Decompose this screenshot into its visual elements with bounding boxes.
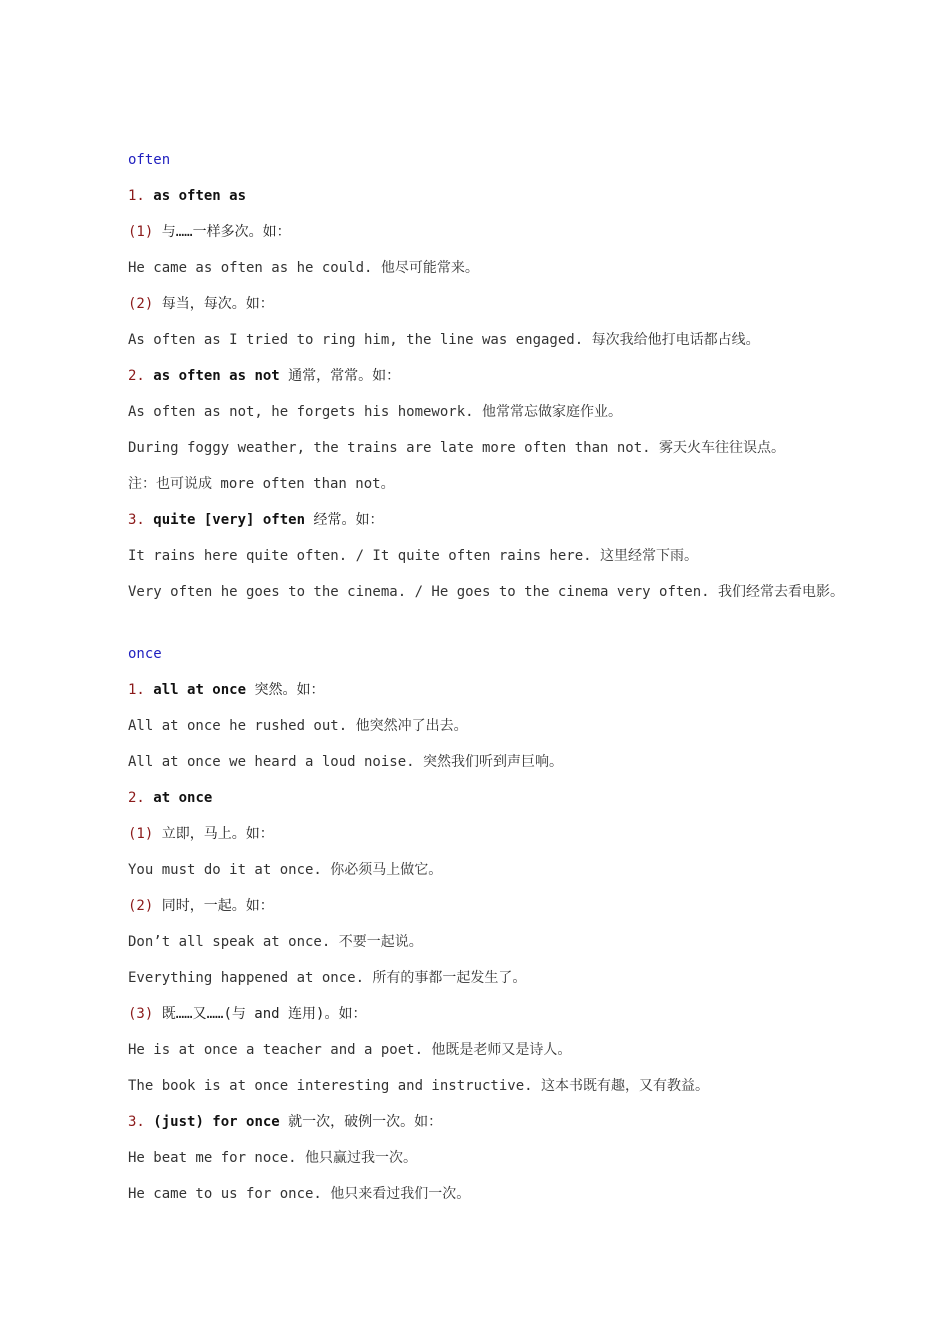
sense-number: 3. [128, 512, 145, 528]
entry-heading-often: often [128, 152, 171, 168]
section-gap [128, 618, 918, 644]
example-sentence: As often as not, he forgets his homework. 他常常忘做家庭作业。 [128, 404, 623, 420]
subsense-text: 与……一样多次。如： [161, 224, 291, 240]
example-sentence: Very often he goes to the cinema. / He goes to the cinema very often. 我们经常去看电影。 [128, 584, 845, 600]
usage-note: 注：也可说成 more often than not。 [128, 476, 395, 492]
subsense-1-2 [128, 294, 918, 314]
subsense-text: 每当，每次。如： [161, 296, 274, 312]
example-sentence: All at once he rushed out. 他突然冲了出去。 [128, 718, 468, 734]
sense-1 [128, 680, 918, 700]
subsense-number: (1) [128, 224, 154, 240]
sense-2 [128, 366, 918, 386]
example-sentence: Don’t all speak at once. 不要一起说。 [128, 934, 423, 950]
subsense-2-2 [128, 896, 918, 916]
sense-3 [128, 510, 918, 530]
example-sentence: He beat me for noce. 他只赢过我一次。 [128, 1150, 418, 1166]
example-sentence: He came to us for once. 他只来看过我们一次。 [128, 1186, 471, 1202]
sense-2 [128, 788, 918, 808]
sense-3 [128, 1112, 918, 1132]
sense-text: 通常，常常。如： [288, 368, 401, 384]
sense-number: 1. [128, 188, 145, 204]
example-sentence: You must do it at once. 你必须马上做它。 [128, 862, 443, 878]
sense-number: 2. [128, 368, 145, 384]
sense-term: as often as [153, 188, 247, 204]
subsense-text: 既……又……(与 and 连用)。如： [161, 1006, 367, 1022]
example-sentence: The book is at once interesting and instructive. 这本书既有趣，又有教益。 [128, 1078, 710, 1094]
sense-1 [128, 186, 918, 206]
sense-text: 经常。如： [313, 512, 384, 528]
example-sentence: During foggy weather, the trains are late more often than not. 雾天火车往往误点。 [128, 440, 786, 456]
example-sentence: He is at once a teacher and a poet. 他既是老师又是诗人。 [128, 1042, 572, 1058]
sense-text: 突然。如： [254, 682, 325, 698]
sense-text: 就一次，破例一次。如： [288, 1114, 443, 1130]
subsense-number: (1) [128, 826, 154, 842]
example-sentence: Everything happened at once. 所有的事都一起发生了。 [128, 970, 527, 986]
subsense-number: (3) [128, 1006, 154, 1022]
example-sentence: As often as I tried to ring him, the line was engaged. 每次我给他打电话都占线。 [128, 332, 760, 348]
subsense-text: 同时，一起。如： [161, 898, 274, 914]
entry-heading-once: once [128, 646, 162, 662]
subsense-2-3 [128, 1004, 918, 1024]
example-sentence: All at once we heard a loud noise. 突然我们听到声巨响。 [128, 754, 564, 770]
sense-number: 1. [128, 682, 145, 698]
example-sentence: It rains here quite often. / It quite often rains here. 这里经常下雨。 [128, 548, 699, 564]
example-sentence: He came as often as he could. 他尽可能常来。 [128, 260, 479, 276]
sense-term: (just) for once [153, 1114, 280, 1130]
sense-term: quite [very] often [153, 512, 306, 528]
subsense-text: 立即，马上。如： [161, 826, 274, 842]
subsense-2-1 [128, 824, 918, 844]
subsense-1-1 [128, 222, 918, 242]
sense-number: 3. [128, 1114, 145, 1130]
document-page [128, 150, 918, 1220]
subsense-number: (2) [128, 898, 154, 914]
sense-number: 2. [128, 790, 145, 806]
sense-term: all at once [153, 682, 247, 698]
sense-term: as often as not [153, 368, 280, 384]
sense-term: at once [153, 790, 213, 806]
subsense-number: (2) [128, 296, 154, 312]
